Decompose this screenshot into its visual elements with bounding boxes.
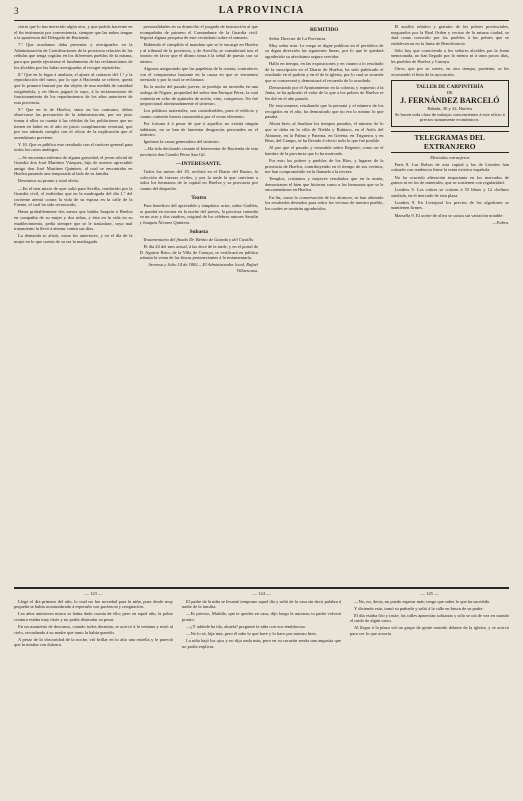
article-paragraph: El auxilio relativo y gratuito de los pobres provinciales, asegurados por la Real Orden y vecino de la misma ciudad, se dará como conocido por los pueblos á los pobres que se establecieron en la Junta de Beneficencia. (390, 24, 509, 46)
folletin-paragraph: El día estaba frío y triste; las calles aparecían solitarias y sólo se oía de vez en cuando el ruido de algún carro. (350, 612, 509, 624)
folletin-paragraph: El padre de la niña se levantó temprano aquel día y salió de la casa sin decir palabra á nadie de la familia. (182, 598, 341, 610)
article-paragraph: Londres 9. Los cobres se cotizan á 55 libras y 12 chelines tonelada, en el mercado de esta plaza. (390, 187, 509, 198)
folletin-divider (14, 587, 509, 589)
article-paragraph: —Se encuentra enfermo de alguna gravedad, el joven oficial de Guardia don José Martínez Vázquez, hijo de nuestro apreciable amigo don José Martínez Quintero, al cual se encontraba en Huelva pasando una temporada al lado de su familia. (14, 154, 133, 177)
section-heading: —INTERESANTE. (176, 160, 222, 167)
masthead (14, 4, 509, 18)
newspaper-title: LA PROVINCIA (218, 5, 305, 16)
folletin-section (14, 591, 509, 801)
advertisement-line: DE (446, 90, 453, 96)
article-paragraph: Ignórase la causa generadora del siniestro. (143, 139, 220, 145)
article-paragraph: En la noche del pasado jueves, se produjo un incendio en una bodega de Niguer, propiedad del señor don Enrique Pérez, la cual contenía en ocho de quintales de aceite, vino, compresos. No fué proporcional afortunadamente el siniestro. (139, 84, 258, 107)
advertisement-line: Rábida, 30 y 32, Huelva (427, 105, 473, 111)
folletin-paragraph: —¿Y adónde ha ido, abuela? preguntó la niña con voz temblorosa. (186, 623, 306, 629)
article-paragraph: Sólo hoy que conociendo a los señores alcaldes por la Junta mencionada, no han llegado por lo menos ni á unos pocos días, los pueblos de Huelva y Cartaya. (390, 47, 509, 65)
article-paragraph: Otros, que por su suerte, en otro tiempo, prudente, se les recomendó el bien de la asociación. (390, 66, 509, 77)
folletin-paragraph: —Es preciso, Matilde, que te quedes en casa, dijo luego la anciana; tu padre volverá pronto. (182, 611, 341, 622)
article-paragraph: Deseamos su pronto y total alivio. (18, 178, 80, 184)
article-paragraph: Por fortuna á á pesar de que á aquellos no existía ningún habitante, no se han de lamentar desgracias personales en el siniestro. (139, 121, 258, 138)
folletin-paragraph: Llegó el día primero del año, lo cual no fue novedad para la niña, pues desde muy pequeña se había acostumbrado á esperarlo con paciencia y resignación. (14, 598, 173, 610)
news-column (265, 24, 384, 584)
article-paragraph: Habiendo el cumplido el mandato que se le encargó en Huelva y al tribunal de la provincia, y de Arecilla, se considerará tras el horario en favor que el último tema á la señal de puesto con su mismo. (139, 42, 258, 65)
section-heading: REMITIDO (310, 27, 339, 33)
article-paragraph: Demostrado por el Ayuntamiento en la colonia, y expuesto á la Junta, se ha aplicado el valor de lo que a los pobres de Huelva se les dió en el año pasado. (265, 84, 384, 102)
folletin-page-number: — 125 — (420, 591, 439, 596)
advertisement-line: TALLER DE CARPINTERÍA (416, 84, 484, 91)
folletin-paragraph: Los años anteriores nunca se había dado cuenta de ello; pero en aquel año, la pobre criatura estaba muy triste y no podía disimular su pesar. (14, 611, 173, 622)
folletin-column (14, 591, 173, 801)
advertisement-line: Se hacen toda clase de trabajos concernientes á este oficio á precios sumamente económicos. (394, 111, 505, 123)
article-paragraph: Señor Director de La Provincia. (269, 35, 327, 41)
article-paragraph: 8.º Que en lo lugar á analizar, el ajuste al contacto del 1.º y la reproducción del ramo, por lo que á Hacienda se refiere, queda que lo primero bastará por dar objeto de una medida de cantidad exigiéndola, y en libros pagará lo suyo, á la reclamaciones de funcionamiento de los repartimientos de los años anteriores de esta provincia. (14, 71, 133, 105)
article-paragraph: Al par que el pasado y venerable señor Regente, como en el hambre de la provincia que lo ha motivado. (265, 145, 384, 156)
section-heading: Subasta (189, 228, 208, 235)
article-paragraph: París 8. Las Bolsas de esta capital y las de Londres han cotizado con tendencia firme la renta exterior española. (390, 161, 509, 173)
advertisement-line: J. FERNÁNDEZ BARCELÓ (400, 95, 500, 105)
article-paragraph: Para beneficio del apreciable y simpático actor, señor Guillén, se pondrá en escena en la noche del jueves, la preciosa comedia en un acto y dos cuadros, original de los célebres autores Serafín y Joaquín Álvarez Quintero. (139, 203, 258, 225)
article-paragraph: —Ha sido declarado cesante el Interventor de Hacienda de esta provincia don Camilo Pérez San Gil. (139, 146, 258, 157)
article-paragraph: 7.º Que acudamos daba presentar y averiguarlos en la Administración de Contribuciones de la provincia relación de las cédulas que tenga cogidas en los diferentes pueblos de la misma, para que pueda ejecutarse el fundamento de las reclamaciones de los alcaldes por las faltas averiguadas al recoger repartirlas. (14, 42, 133, 70)
folletin-paragraph: —No, no, decía, no puedo esperar más; tengo que saber lo que ha sucedido. (354, 598, 491, 604)
article-paragraph: Hasta probablemente dos meses que habita Joaquín á Huelva en compañía de su mujer y dos niñas, y ésta en la vida en su establecimiento, pedía siempre que se le trasladase, cuyo mal tratamiento la llevó á atentar contra sus días. (14, 209, 133, 232)
article-paragraph: Londres 9. En Liverpool los precios de los algodones se mantienen firmes. (390, 199, 509, 211)
article-paragraph: Todos los meses del 18, recibirá en el Diario del Rastro, la colección de fuerzas civiles, y por la tarde la que conviene a todos los hermanos de la capital en Huelva y su provincia por cuanto del despacho. (139, 169, 258, 191)
news-column (140, 24, 259, 584)
folletin-paragraph: En un momento de descanso, cuando todos dormían, se acercó á la ventana y miró al cielo, recordando á su madre que tanto la había querido. (14, 623, 173, 635)
article-paragraph: Ahora bien, al finalizar los tiempos pasados, el número de lo que se daba en la villa de Niebla y Rubiaco, en el Asilo del Almonte, en la Palma y Paterna, en Gerena, en Trigueros y en Beas, del Campo, se ha llevado á efecto todo lo que fué posible. (265, 121, 384, 144)
folletin-paragraph: Y diciendo esto, tomó su pañuelo y salió á la calle en busca de su padre. (354, 605, 484, 611)
article-paragraph: Marsella 9. El aceite de oliva se cotiza sin variación notable. (394, 212, 504, 218)
section-heading: Teatro (191, 194, 207, 201)
folletin-column (182, 591, 341, 801)
article-paragraph: Muy señor mío: Le ruego se digne publicar en el periódico de su digna dirección las siguientes líneas, por lo que le quedará agradecido su afectísimo seguro servidor. (265, 42, 384, 59)
news-columns (14, 24, 509, 584)
masthead-rule (14, 20, 509, 21)
folletin-paragraph: Al llegar á la plaza vió un grupo de gente reunido delante de la iglesia, y se acercó para ver lo que ocurría. (350, 625, 509, 637)
news-column (391, 24, 510, 584)
article-paragraph: Hallo en tiempo, en las exposiciones y en cuanto a lo resultado de la suscripción en el Diario de Huelva, ha sido publicado el resultado en el padrón y en el de la iglesia, por lo cual se acuerda que se conservará y demostrará el recuerdo de lo acordado. (265, 60, 384, 83)
folletin-paragraph: La niña bajó los ojos y no dijo nada más; pero en su corazón sentía una angustia que no podía explicar. (182, 638, 341, 649)
advertisement-box (391, 80, 510, 126)
article-paragraph: personalidades en su domicilio el juzgado de instrucción al que acompañaba de primero el Comandante de la Guardia civil. Seguirá alguna pesquisa de este vecindario sobre el sumario. (139, 24, 258, 41)
section-subheading: Mercados extranjeros (430, 154, 470, 160)
folletin-page-number: — 124 — (252, 591, 271, 596)
article-paragraph: En fin, como lo conservación de los alcances, se han obtenido los resultados deseados para todos los vecinos de nuestro pueblo, los cuales se sentirán agradecidos. (265, 194, 384, 211)
signature-line: Arenosa y Julio 14 de 1882.—El Administrador local, Rafael Villaescusa. (148, 262, 258, 274)
article-paragraph: Por esto los pobres y pueblos de los Ríos, y lugares de la provincia de Huelva, contribuyendo en el tiempo de sus vecinos, me han comprometido en la llamada a la tercera. (265, 157, 384, 175)
article-paragraph: 9.º Que en la de Huelva, sínos en los contratos, debes observarse las precaución de la administración, por ser justo tomar á allos su cuanta á las cédulas de las poblaciones que no tienen en haber en el año en juicio cumplimiento eventual, que por eso además cumplir con el oficio de la explicación que el arrendatario previene. (14, 106, 133, 140)
article-paragraph: Y 10. Que es público este resultado con el carácter general para todos los casos análogos. (14, 141, 133, 153)
article-paragraph: —En el tren mixto de ayer salió para Sevilla, conducido por la Guardia civil, el individuo que en la madrugada del día 1.º del corriente atentó contra la vida de su esposa en la calle de la Fuente, el cual ha sido reconocido. (14, 185, 133, 208)
article-paragraph: No ha ocurrido alteración importante en los mercados de granos ni en los de minerales, que se sostienen con regularidad. (390, 174, 509, 186)
article-paragraph: De esta manera, resultando que la persona y el número de los recogidos en el año, ha demostrado que no era lo mismo lo que pasaba. (265, 103, 384, 120)
section-banner: TELEGRAMAS DEL EXTRANJERO (391, 131, 510, 153)
news-column (14, 24, 133, 584)
section-subheading: Testamentaría del finado Dr. Benito de Guarda y del Castillo. (143, 237, 255, 243)
signature-line: —Fabra. (492, 219, 509, 225)
article-paragraph: Templos, cristianos y mayores resultados que en la unión, demostraron el bien que hicieron como a los hermanos que se le encomendaron en Huelva. (265, 176, 384, 193)
article-paragraph: El día 24 del mes actual, á las doce de la tarde, y en el portal de D. Aguirre Brito, de la Villa de Cartaya, se verificará en pública subasta la venta de las fincas pertenecientes á la testamentaría. (139, 244, 258, 261)
article-paragraph: La demanda se alistó, como los anteriores, y en el día de la mujer en lo que cuesta de su ser la madrugada. (14, 233, 133, 244)
folletin-paragraph: A pesar de la obscuridad de la noche, vió brillar en lo alto una estrella y le pareció que la miraba con dulzura. (14, 636, 173, 648)
folletin-page-number: — 123 — (84, 591, 103, 596)
page-number: 3 (14, 6, 19, 16)
folletin-column (350, 591, 509, 801)
article-paragraph: cierto que lo has merecido algún otro, y que podrás hacerme en el fin testimonio por conveniencia, siempre que las nubes tengan a la apariencia del Delegado de Hacienda. (14, 24, 133, 41)
folletin-paragraph: —No lo sé, hija mía; pero él sabe lo que hace y lo hace por nuestro bien. (186, 631, 317, 637)
article-paragraph: Algunos asegurando que las papeletas de la cuenta, contrafaces con el compromiso bastante en la causa en que se encuentra arrestado y por lo cual se reclamara. (139, 66, 258, 83)
article-paragraph: Los públicos materiales, son considerables, pues el edificio y cuanto contenía fueron consumidos por el voraz elemento. (139, 108, 258, 119)
